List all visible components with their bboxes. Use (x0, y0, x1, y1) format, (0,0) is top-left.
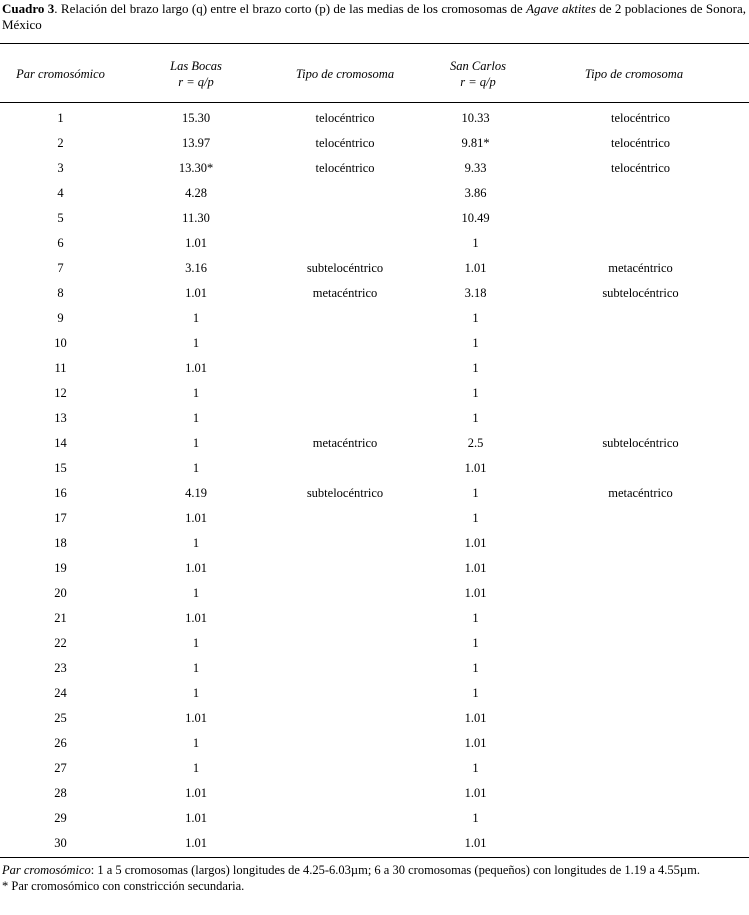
cell-las-bocas-ratio: 4.19 (185, 486, 207, 500)
cell-las-bocas-tipo: subtelocéntrico (306, 261, 384, 275)
cell-las-bocas-ratio: 15.30 (181, 111, 211, 125)
cell-par-cromosomico: 5 (57, 211, 64, 225)
cell-par-cromosomico: 27 (54, 761, 67, 775)
cell-san-carlos-tipo: telocéntrico (611, 136, 670, 150)
cell-las-bocas-ratio: 1.01 (185, 711, 207, 725)
cell-san-carlos-ratio: 1.01 (464, 561, 487, 575)
cell-las-bocas-ratio: 1.01 (185, 236, 207, 250)
cell-par-cromosomico: 30 (54, 836, 67, 850)
cell-san-carlos-tipo (532, 656, 749, 681)
cell-san-carlos-ratio: 3.86 (464, 186, 487, 200)
cell-las-bocas-tipo: metacéntrico (312, 436, 378, 450)
table-caption (2, 1, 746, 33)
cell-par-cromosomico: 22 (54, 636, 67, 650)
table-row (0, 156, 749, 181)
cell-las-bocas-tipo (271, 506, 419, 531)
cell-las-bocas-tipo (271, 556, 419, 581)
cell-par-cromosomico: 9 (57, 311, 64, 325)
cell-las-bocas-ratio: 1 (192, 636, 200, 650)
cell-las-bocas-ratio: 1 (192, 311, 200, 325)
table-row (0, 556, 749, 581)
table-row (0, 331, 749, 356)
table-footnotes (2, 862, 744, 894)
cell-las-bocas-ratio: 1.01 (185, 786, 207, 800)
cell-par-cromosomico: 11 (54, 361, 67, 375)
table-row (0, 756, 749, 781)
footnote-1-text: : 1 a 5 cromosomas (largos) longitudes de 4.25-6.03µm; 6 a 30 cromosomas (pequeños) con longitudes de 1.19 a 4.55µm. (90, 863, 700, 877)
cell-san-carlos-ratio: 1 (472, 811, 479, 825)
cell-las-bocas-ratio: 1 (192, 386, 200, 400)
table-row (0, 706, 749, 731)
cell-las-bocas-tipo (271, 331, 419, 356)
table-row (0, 281, 749, 306)
cell-par-cromosomico: 7 (57, 261, 64, 275)
cell-par-cromosomico: 18 (54, 536, 67, 550)
header-tipo-san-carlos: Tipo de cromosoma (584, 67, 684, 81)
header-las-bocas (121, 58, 271, 90)
cell-san-carlos-tipo: telocéntrico (611, 111, 670, 125)
cell-san-carlos-ratio: 1.01 (464, 536, 487, 550)
cell-par-cromosomico: 28 (54, 786, 67, 800)
cell-par-cromosomico: 23 (54, 661, 67, 675)
caption-label: Cuadro 3 (2, 1, 55, 16)
header-par-cromosomico: Par cromosómico (16, 67, 105, 81)
cell-las-bocas-ratio: 13.97 (181, 136, 211, 150)
cell-las-bocas-ratio: 1.01 (185, 511, 207, 525)
cell-las-bocas-ratio: 1 (192, 586, 200, 600)
caption-species: Agave aktites (526, 1, 596, 16)
cell-san-carlos-tipo (532, 781, 749, 806)
cell-par-cromosomico: 14 (54, 436, 67, 450)
cell-las-bocas-ratio: 1 (192, 736, 200, 750)
cell-par-cromosomico: 17 (54, 511, 67, 525)
cell-san-carlos-ratio: 1.01 (464, 586, 487, 600)
footnote-1 (2, 862, 744, 878)
cell-san-carlos-tipo (532, 756, 749, 781)
footnote-1-label: Par cromosómico (2, 863, 91, 877)
table-row (0, 381, 749, 406)
table-row (0, 256, 749, 281)
cell-san-carlos-ratio: 1.01 (464, 461, 487, 475)
table-row (0, 531, 749, 556)
cell-san-carlos-ratio: 1 (472, 311, 479, 325)
table-row (0, 781, 749, 806)
caption-text-1: . Relación del brazo largo (q) entre el brazo corto (p) de las medias de los cromosomas de (54, 1, 527, 16)
cell-san-carlos-tipo: subtelocéntrico (602, 286, 679, 300)
cell-san-carlos-tipo (532, 581, 749, 606)
cell-par-cromosomico: 13 (54, 411, 67, 425)
chromosome-table (0, 106, 749, 856)
cell-san-carlos-tipo (532, 706, 749, 731)
cell-san-carlos-tipo (532, 631, 749, 656)
cell-san-carlos-tipo (532, 531, 749, 556)
cell-san-carlos-tipo (532, 306, 749, 331)
cell-las-bocas-tipo (271, 831, 419, 856)
cell-san-carlos-tipo (532, 806, 749, 831)
cell-san-carlos-tipo (532, 681, 749, 706)
cell-san-carlos-tipo: metacéntrico (608, 261, 673, 275)
cell-par-cromosomico: 16 (54, 486, 67, 500)
table-row (0, 181, 749, 206)
cell-las-bocas-tipo (271, 606, 419, 631)
cell-san-carlos-ratio: 1 (472, 636, 479, 650)
cell-las-bocas-ratio: 1 (192, 536, 200, 550)
cell-las-bocas-tipo (271, 231, 419, 256)
cell-par-cromosomico: 8 (57, 286, 64, 300)
table-body (0, 106, 749, 856)
cell-las-bocas-ratio: 1.01 (185, 561, 207, 575)
cell-san-carlos-ratio: 1 (472, 761, 479, 775)
cell-par-cromosomico: 21 (54, 611, 67, 625)
table-row (0, 681, 749, 706)
header-tipo-las-bocas: Tipo de cromosoma (295, 67, 395, 81)
cell-san-carlos-ratio: 1 (472, 236, 479, 250)
cell-san-carlos-ratio: 10.33 (461, 111, 490, 125)
cell-las-bocas-ratio: 11.30 (182, 211, 210, 225)
cell-las-bocas-ratio: 1 (192, 661, 200, 675)
cell-par-cromosomico: 4 (57, 186, 64, 200)
header-san-carlos-name: San Carlos (450, 59, 506, 73)
cell-par-cromosomico: 20 (54, 586, 67, 600)
header-san-carlos (419, 58, 537, 90)
cell-las-bocas-tipo (271, 406, 419, 431)
cell-san-carlos-tipo (532, 356, 749, 381)
cell-san-carlos-tipo (532, 181, 749, 206)
table-top-rule (0, 43, 749, 44)
cell-par-cromosomico: 24 (54, 686, 67, 700)
cell-san-carlos-ratio: 1 (472, 661, 479, 675)
table-row (0, 306, 749, 331)
cell-par-cromosomico: 29 (54, 811, 67, 825)
cell-las-bocas-ratio: 1 (192, 761, 200, 775)
caption-text-2: de 2 poblaciones de Sonora, México (2, 1, 747, 32)
table-bottom-rule (0, 857, 749, 858)
cell-san-carlos-tipo (532, 556, 749, 581)
cell-san-carlos-tipo (532, 606, 749, 631)
cell-san-carlos-ratio: 1 (472, 486, 479, 500)
cell-las-bocas-ratio: 1 (192, 336, 200, 350)
cell-san-carlos-tipo (532, 456, 749, 481)
cell-san-carlos-ratio: 1 (472, 511, 479, 525)
table-row (0, 356, 749, 381)
cell-las-bocas-ratio: 1.01 (185, 811, 207, 825)
cell-san-carlos-ratio: 1.01 (464, 786, 487, 800)
cell-las-bocas-ratio: 1 (192, 461, 200, 475)
cell-las-bocas-tipo (271, 206, 419, 231)
cell-las-bocas-ratio: 1.01 (185, 836, 207, 850)
cell-san-carlos-ratio: 1 (472, 611, 479, 625)
cell-san-carlos-ratio: 9.81* (461, 136, 490, 150)
cell-san-carlos-ratio: 1.01 (464, 711, 487, 725)
table-row (0, 206, 749, 231)
cell-las-bocas-tipo (271, 581, 419, 606)
table-row (0, 806, 749, 831)
table-row (0, 406, 749, 431)
header-las-bocas-ratio: r = q/p (178, 75, 214, 89)
table-row (0, 131, 749, 156)
cell-san-carlos-ratio: 10.49 (461, 211, 490, 225)
cell-par-cromosomico: 10 (54, 336, 67, 350)
cell-par-cromosomico: 6 (57, 236, 64, 250)
cell-san-carlos-ratio: 9.33 (464, 161, 487, 175)
cell-san-carlos-tipo (532, 331, 749, 356)
cell-las-bocas-ratio: 4.28 (185, 186, 207, 200)
cell-san-carlos-tipo: subtelocéntrico (602, 436, 679, 450)
table-row (0, 581, 749, 606)
footnote-2: * Par cromosómico con constricción secundaria. (2, 879, 245, 893)
cell-las-bocas-ratio: 1.01 (185, 611, 207, 625)
cell-par-cromosomico: 3 (57, 161, 64, 175)
cell-las-bocas-tipo (271, 756, 419, 781)
cell-san-carlos-ratio: 1 (472, 361, 479, 375)
header-bottom-rule (0, 102, 749, 103)
cell-par-cromosomico: 1 (57, 111, 64, 125)
cell-las-bocas-ratio: 1 (192, 686, 200, 700)
table-row (0, 731, 749, 756)
cell-las-bocas-ratio: 1 (192, 411, 200, 425)
cell-par-cromosomico: 2 (57, 136, 64, 150)
cell-par-cromosomico: 26 (54, 736, 67, 750)
cell-san-carlos-ratio: 1.01 (464, 736, 487, 750)
cell-las-bocas-tipo (271, 631, 419, 656)
cell-las-bocas-tipo: telocéntrico (315, 111, 375, 125)
cell-las-bocas-ratio: 1.01 (185, 361, 207, 375)
cell-san-carlos-tipo (532, 731, 749, 756)
cell-las-bocas-ratio: 1 (192, 436, 200, 450)
cell-las-bocas-tipo (271, 706, 419, 731)
cell-las-bocas-tipo: telocéntrico (315, 161, 375, 175)
table-row (0, 456, 749, 481)
cell-las-bocas-tipo (271, 806, 419, 831)
cell-las-bocas-ratio: 3.16 (185, 261, 207, 275)
cell-las-bocas-tipo (271, 731, 419, 756)
cell-san-carlos-ratio: 1 (472, 411, 479, 425)
cell-san-carlos-tipo: metacéntrico (608, 486, 673, 500)
table-row (0, 481, 749, 506)
cell-san-carlos-ratio: 2.5 (467, 436, 484, 450)
cell-las-bocas-tipo: subtelocéntrico (306, 486, 384, 500)
cell-san-carlos-tipo (532, 506, 749, 531)
cell-par-cromosomico: 15 (54, 461, 67, 475)
cell-san-carlos-tipo (532, 381, 749, 406)
cell-las-bocas-tipo (271, 181, 419, 206)
cell-san-carlos-ratio: 1.01 (464, 836, 487, 850)
cell-las-bocas-tipo: telocéntrico (315, 136, 375, 150)
table-row (0, 656, 749, 681)
header-san-carlos-ratio: r = q/p (460, 75, 496, 89)
cell-las-bocas-tipo (271, 381, 419, 406)
cell-san-carlos-tipo (532, 231, 749, 256)
table-row (0, 506, 749, 531)
header-las-bocas-name: Las Bocas (170, 59, 222, 73)
table-row (0, 106, 749, 131)
cell-las-bocas-tipo (271, 656, 419, 681)
cell-las-bocas-tipo (271, 456, 419, 481)
cell-las-bocas-tipo (271, 781, 419, 806)
cell-san-carlos-tipo (532, 831, 749, 856)
cell-las-bocas-tipo (271, 531, 419, 556)
cell-las-bocas-ratio: 1.01 (185, 286, 207, 300)
cell-san-carlos-tipo (532, 206, 749, 231)
cell-las-bocas-tipo (271, 356, 419, 381)
cell-par-cromosomico: 25 (54, 711, 67, 725)
cell-san-carlos-tipo: telocéntrico (611, 161, 670, 175)
cell-san-carlos-ratio: 1 (472, 686, 479, 700)
cell-san-carlos-ratio: 1.01 (464, 261, 487, 275)
cell-par-cromosomico: 12 (54, 386, 67, 400)
cell-san-carlos-tipo (532, 406, 749, 431)
cell-san-carlos-ratio: 3.18 (464, 286, 487, 300)
table-row (0, 231, 749, 256)
table-row (0, 431, 749, 456)
cell-par-cromosomico: 19 (54, 561, 67, 575)
table-row (0, 631, 749, 656)
cell-las-bocas-tipo (271, 681, 419, 706)
cell-las-bocas-ratio: 13.30* (178, 161, 214, 175)
cell-san-carlos-ratio: 1 (472, 386, 479, 400)
table-row (0, 831, 749, 856)
cell-san-carlos-ratio: 1 (472, 336, 479, 350)
table-row (0, 606, 749, 631)
cell-las-bocas-tipo (271, 306, 419, 331)
cell-las-bocas-tipo: metacéntrico (312, 286, 378, 300)
